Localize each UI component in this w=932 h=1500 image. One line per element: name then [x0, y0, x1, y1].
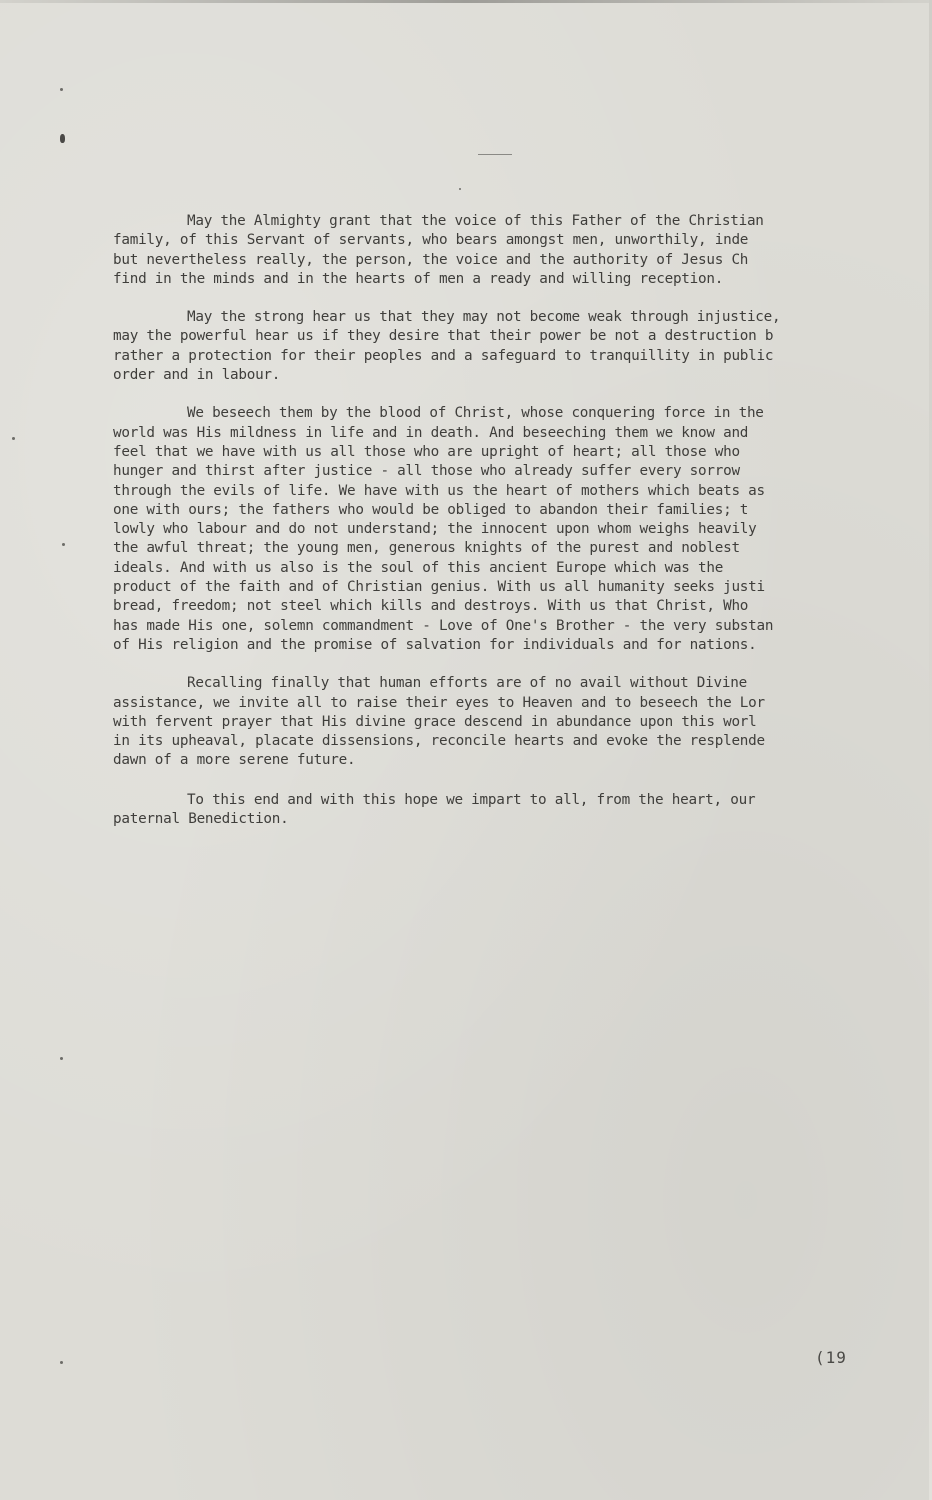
text-line: in its upheaval, placate dissensions, reconcile hearts and evoke the resplende: [113, 733, 765, 750]
paragraph-1: [113, 212, 878, 289]
text-line: bread, freedom; not steel which kills and destroys. With us that Christ, Who: [113, 598, 749, 615]
text-line: May the Almighty grant that the voice of this Father of the Christian: [187, 213, 764, 229]
margin-speck: [60, 1361, 63, 1364]
text-line: To this end and with this hope we impart to all, from the heart, our: [187, 791, 756, 808]
text-line: May the strong hear us that they may not become weak through injustice,: [187, 309, 781, 326]
text-line: ideals. And with us also is the soul of this ancient Europe which was the: [113, 559, 724, 576]
text-line: through the evils of life. We have with us the heart of mothers which beats as: [113, 482, 765, 499]
text-line: family, of this Servant of servants, who bears amongst men, unworthily, inde: [113, 232, 749, 249]
text-line: may the powerful hear us if they desire that their power be not a destruction b: [113, 328, 774, 345]
text-line: feel that we have with us all those who are upright of heart; all those who: [113, 443, 740, 460]
text-line: lowly who labour and do not understand; the innocent upon whom weighs heavily: [113, 521, 757, 538]
paragraph-4: [113, 674, 878, 770]
letter-body: [113, 212, 878, 848]
text-line: the awful threat; the young men, generous knights of the purest and noblest: [113, 540, 740, 557]
text-line: hunger and thirst after justice - all those who already suffer every sorrow: [113, 463, 740, 480]
margin-speck: [60, 1057, 63, 1060]
center-speck: [459, 188, 461, 190]
paragraph-5: [113, 791, 878, 830]
text-line: of His religion and the promise of salvation for individuals and for nations.: [113, 636, 757, 653]
text-line: but nevertheless really, the person, the voice and the authority of Jesus Ch: [113, 251, 749, 268]
text-line: dawn of a more serene future.: [113, 752, 356, 769]
paragraph-3: [113, 404, 878, 655]
text-line: world was His mildness in life and in death. And beseeching them we know and: [113, 424, 749, 441]
text-line: find in the minds and in the hearts of men a ready and willing reception.: [113, 270, 724, 287]
text-line: order and in labour.: [113, 367, 281, 384]
paragraph-2: [113, 308, 878, 385]
page-number: (19: [815, 1348, 847, 1367]
margin-speck: [12, 437, 15, 440]
margin-speck: [62, 543, 65, 546]
margin-ink-blot: [60, 134, 65, 143]
text-line: product of the faith and of Christian genius. With us all humanity seeks justi: [113, 579, 765, 596]
margin-speck: [60, 88, 63, 91]
text-line: rather a protection for their peoples and a safeguard to tranquillity in public: [113, 347, 774, 364]
text-line: paternal Benediction.: [113, 811, 289, 828]
text-line: with fervent prayer that His divine grace descend in abundance upon this worl: [113, 713, 757, 730]
text-line: Recalling finally that human efforts are of no avail without Divine: [187, 675, 747, 692]
text-line: one with ours; the fathers who would be obliged to abandon their families; t: [113, 501, 749, 518]
text-line: has made His one, solemn commandment - Love of One's Brother - the very substan: [113, 617, 774, 634]
center-dash-mark: [478, 154, 512, 155]
text-line: assistance, we invite all to raise their eyes to Heaven and to beseech the Lor: [113, 694, 765, 711]
page-top-edge: [0, 0, 932, 3]
text-line: We beseech them by the blood of Christ, whose conquering force in the: [187, 405, 764, 422]
